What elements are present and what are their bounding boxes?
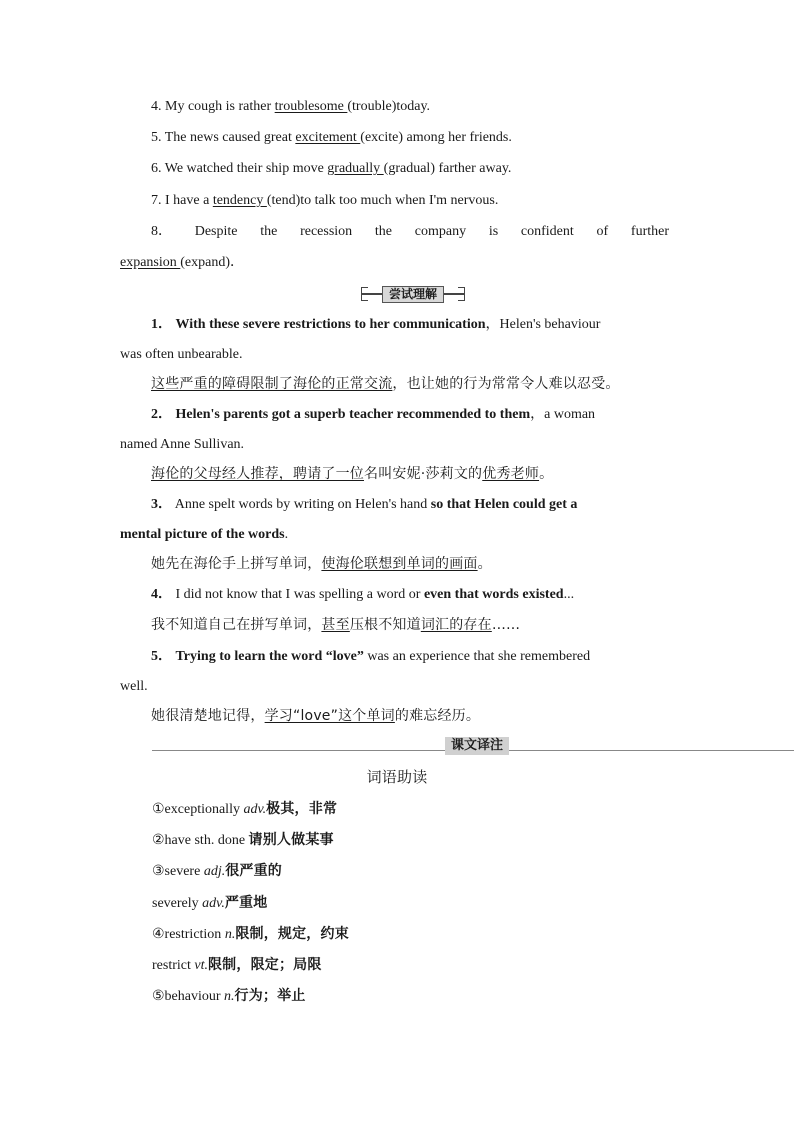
- translation-text: 我不知道自己在拼写单词，: [151, 617, 322, 633]
- translation-text: 。: [539, 466, 554, 482]
- word: Despite: [194, 224, 238, 239]
- answer-text: tendency: [212, 193, 267, 208]
- sentence-3-cont: [120, 525, 676, 545]
- translation-key: 甚至: [321, 617, 350, 633]
- vocab-term: ②have sth. done: [152, 833, 249, 848]
- item-number: 5．: [151, 649, 172, 664]
- vocab-term: ③severe: [152, 864, 204, 879]
- punctuation: .: [284, 527, 289, 542]
- translation-1: [151, 374, 707, 394]
- sentence-text: (gradual) farther away.: [383, 161, 512, 176]
- punctuation: ...: [563, 587, 575, 602]
- vocab-heading: 词语助读: [366, 768, 428, 786]
- part-of-speech: n.: [224, 989, 235, 1004]
- vocab-item: [152, 893, 708, 914]
- translation-text: 她很清楚地记得，: [151, 708, 265, 724]
- sentence-text: Helen's behaviour: [499, 317, 601, 332]
- key-phrase: mental picture of the words: [120, 527, 285, 542]
- translation-2: [151, 464, 707, 484]
- part-of-speech: adv.: [202, 896, 225, 911]
- word: further: [630, 224, 669, 239]
- item-number: 4．: [151, 587, 172, 602]
- sentence-5: [151, 647, 669, 667]
- translation-key: 词汇的存在: [420, 617, 492, 633]
- sentence-text: (trouble)today.: [347, 99, 431, 114]
- answer-text: expansion: [120, 255, 181, 270]
- sentence-text: (expand)．: [180, 255, 245, 270]
- answer-text: excitement: [295, 130, 361, 145]
- key-phrase: Helen's parents got a superb teacher recommended to them: [175, 407, 531, 422]
- translation-text: 压根不知道: [349, 617, 421, 633]
- word: the: [374, 224, 393, 239]
- sentence-1: [151, 315, 669, 335]
- vocab-item: [152, 799, 708, 820]
- vocab-meaning: 请别人做某事: [248, 832, 334, 848]
- item-number: 5.: [151, 130, 162, 145]
- exercise-item-5: [151, 128, 707, 148]
- translation-text: 的难忘经历。: [394, 708, 481, 724]
- vocab-meaning: 限制，规定，约束: [235, 926, 349, 942]
- word: recession: [300, 224, 353, 239]
- item-number: 4.: [151, 99, 162, 114]
- vocab-item: [152, 955, 708, 976]
- translation-5: [151, 706, 707, 726]
- sentence-4: [151, 585, 707, 605]
- key-phrase: Trying to learn the word “love”: [175, 649, 364, 664]
- vocab-meaning: 很严重的: [225, 863, 283, 879]
- sentence-text: (excite) among her friends.: [360, 130, 512, 145]
- key-phrase: so that Helen could get a: [430, 497, 578, 512]
- vocab-item: [152, 924, 708, 945]
- sentence-5-cont: [120, 677, 676, 697]
- word: company: [414, 224, 467, 239]
- vocab-term: ④restriction: [152, 927, 225, 942]
- translation-key: 这些严重的障碍限制了海伦的正常交流: [151, 376, 393, 392]
- item-number: 1．: [151, 317, 172, 332]
- vocab-item: [152, 861, 708, 882]
- translation-text: 。: [477, 556, 492, 572]
- punctuation: ，: [530, 407, 545, 422]
- word: confident: [520, 224, 574, 239]
- item-number: 6.: [151, 161, 162, 176]
- sentence-text: a woman: [544, 407, 596, 422]
- sentence-2-cont: [120, 435, 676, 455]
- banner-bracket-right: [458, 287, 465, 301]
- translation-4: [151, 615, 707, 635]
- answer-text: troublesome: [274, 99, 348, 114]
- section-tag: 课文译注: [445, 737, 509, 755]
- vocab-meaning: 行为；举止: [234, 988, 306, 1004]
- translation-key: 海伦的父母经人推荐，聘请了一位: [151, 466, 364, 482]
- answer-text: gradually: [327, 161, 384, 176]
- exercise-item-6: [151, 159, 707, 179]
- translation-key: 使海伦联想到单词的画面: [321, 556, 478, 572]
- translation-key: 优秀老师: [482, 466, 540, 482]
- part-of-speech: adv.: [243, 802, 267, 817]
- vocab-item: [152, 830, 708, 851]
- sentence-text: was often unbearable.: [120, 347, 243, 362]
- sentence-3: [151, 495, 675, 515]
- sentence-text: well.: [120, 679, 148, 694]
- sentence-text: Anne spelt words by writing on Helen's hand: [174, 497, 431, 512]
- banner-label: 尝试理解: [382, 286, 444, 303]
- sentence-text: The news caused great: [164, 130, 296, 145]
- vocab-item: [152, 986, 708, 1007]
- sentence-text: We watched their ship move: [164, 161, 328, 176]
- sentence-text: named Anne Sullivan.: [120, 437, 245, 452]
- exercise-item-7: [151, 191, 707, 211]
- translation-text: 名叫安妮·莎莉文的: [364, 466, 483, 482]
- translation-text: 她先在海伦手上拼写单词，: [151, 556, 322, 572]
- sentence-text: (tend)to talk too much when I'm nervous.: [266, 193, 499, 208]
- vocab-meaning: 极其，非常: [266, 801, 338, 817]
- translation-3: [151, 554, 707, 574]
- word: is: [488, 224, 499, 239]
- vocab-meaning: 严重地: [224, 895, 268, 911]
- vocab-term: severely: [152, 896, 203, 911]
- item-number: 3．: [151, 497, 172, 512]
- exercise-item-8: [151, 222, 669, 242]
- item-number: 8．: [151, 224, 172, 239]
- banner-bracket-left: [361, 287, 368, 301]
- item-number: 2．: [151, 407, 172, 422]
- word: of: [596, 224, 609, 239]
- vocab-term: ①exceptionally: [152, 802, 244, 817]
- translation-key: 学习“love”这个单词: [264, 708, 395, 724]
- exercise-item-4: [151, 97, 707, 117]
- translation-text: ……: [491, 617, 521, 633]
- sentence-2: [151, 405, 669, 425]
- sentence-1-cont: [120, 345, 676, 365]
- word: the: [260, 224, 278, 239]
- item-number: 7.: [151, 193, 162, 208]
- part-of-speech: n.: [224, 927, 236, 942]
- section-banner: [361, 285, 465, 303]
- sentence-text: I did not know that I was spelling a word or: [175, 587, 424, 602]
- vocab-term: restrict: [152, 958, 195, 973]
- sentence-text: I have a: [165, 193, 213, 208]
- sentence-text: My cough is rather: [165, 99, 275, 114]
- part-of-speech: vt.: [194, 958, 208, 973]
- translation-text: ，也让她的行为常常令人难以忍受。: [392, 376, 620, 392]
- vocab-term: ⑤behaviour: [152, 989, 225, 1004]
- part-of-speech: adj.: [203, 864, 226, 879]
- vocab-meaning: 限制，限定；局限: [207, 957, 322, 973]
- sentence-text: was an experience that she remembered: [363, 649, 591, 664]
- exercise-item-8-cont: [120, 253, 676, 273]
- key-phrase: With these severe restrictions to her communication: [175, 317, 486, 332]
- key-phrase: even that words existed: [423, 587, 564, 602]
- punctuation: ，: [485, 317, 500, 332]
